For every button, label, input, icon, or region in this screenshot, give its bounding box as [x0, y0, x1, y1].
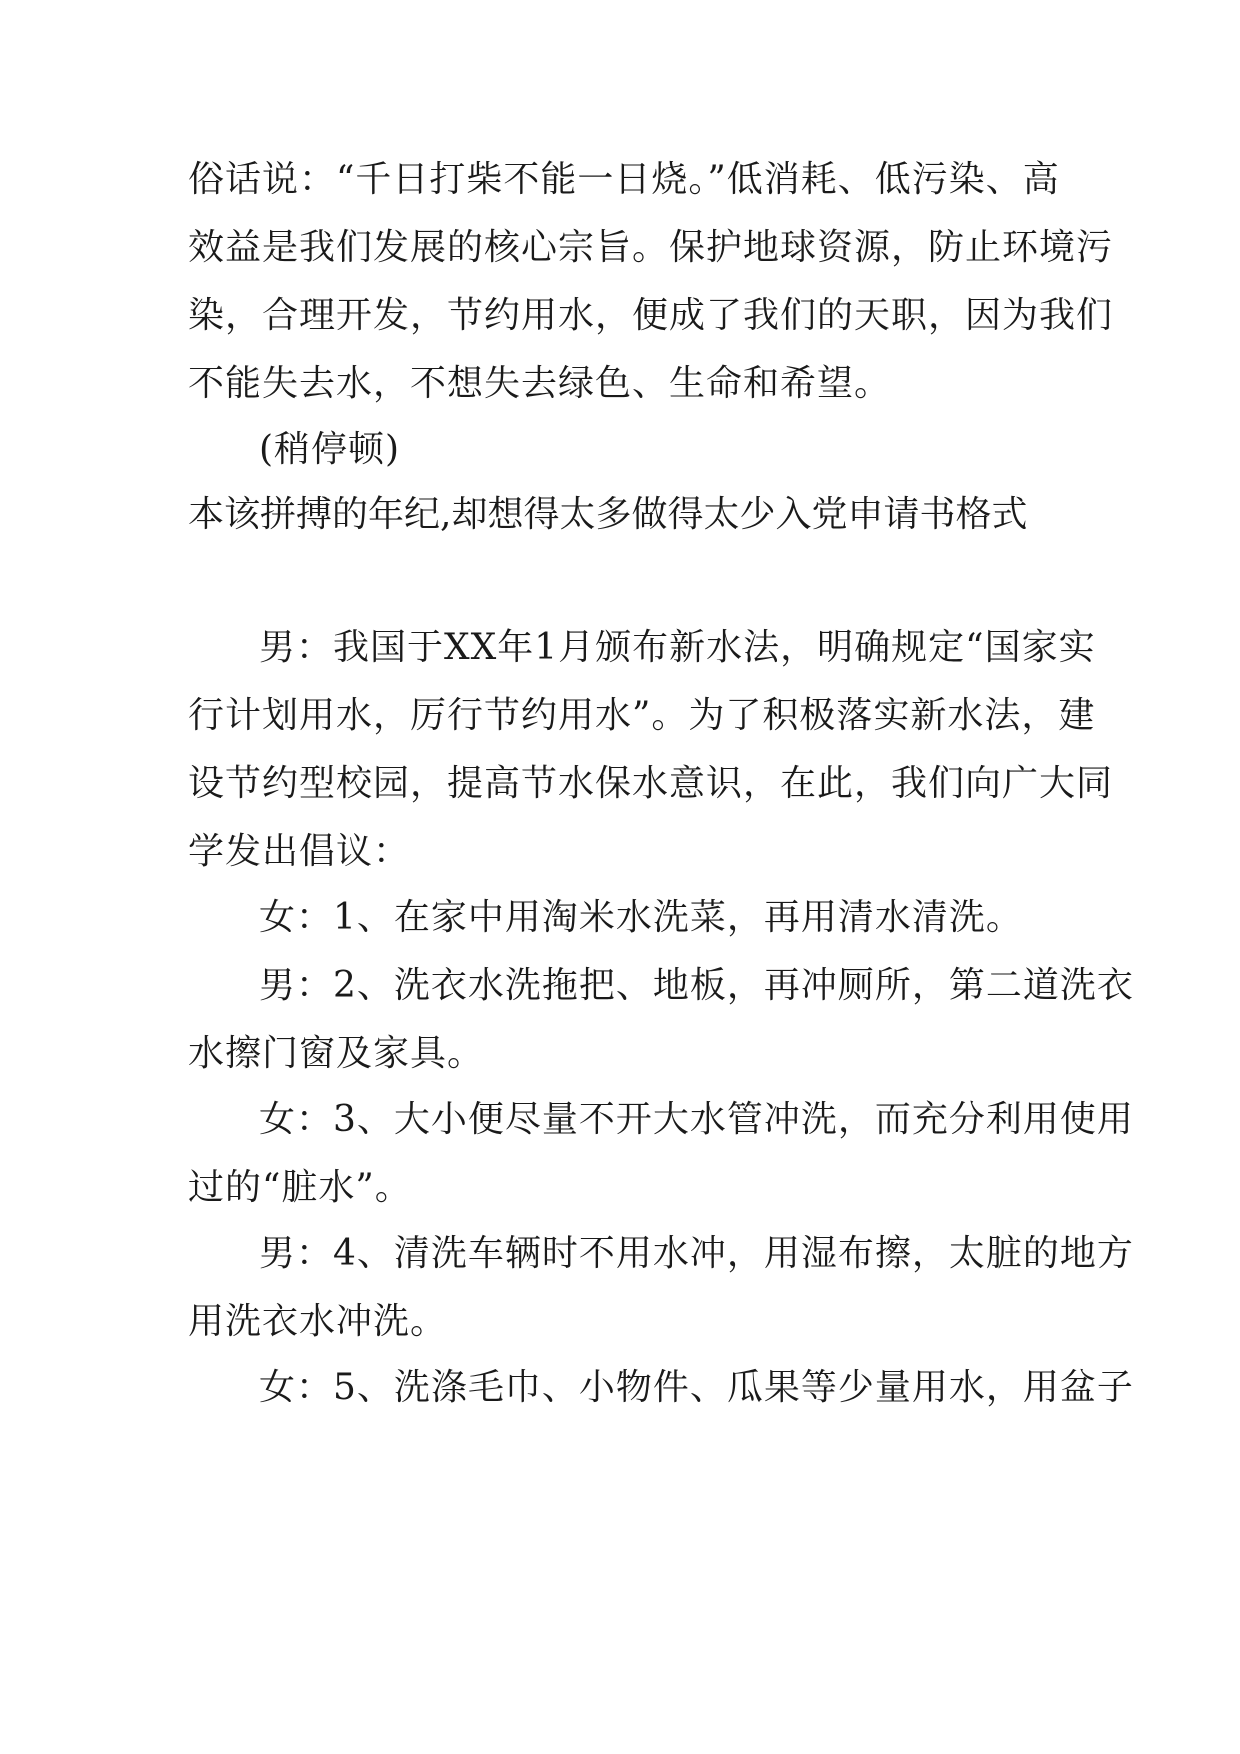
paragraph-line: 染，合理开发，节约用水，便成了我们的天职，因为我们	[188, 295, 1114, 336]
paragraph-line: 男：4、清洗车辆时不用水冲，用湿布擦，太脏的地方	[259, 1233, 1134, 1274]
paragraph-line: 俗话说：“千日打柴不能一日烧。”低消耗、低污染、高	[188, 159, 1060, 200]
paragraph-line: 水擦门窗及家具。	[188, 1033, 485, 1074]
paragraph-line: 用洗衣水冲洗。	[188, 1301, 448, 1342]
paragraph-line: 女：3、大小便尽量不开大水管冲洗，而充分利用使用	[259, 1099, 1134, 1140]
paragraph-line: 效益是我们发展的核心宗旨。保护地球资源，防止环境污	[188, 227, 1114, 268]
paragraph-line: 学发出倡议：	[188, 831, 411, 872]
paragraph-line: 女：1、在家中用淘米水洗菜，再用清水清洗。	[259, 897, 1023, 938]
paragraph-line: 设节约型校园，提高节水保水意识，在此，我们向广大同	[188, 763, 1114, 804]
paragraph-line: 女：5、洗涤毛巾、小物件、瓜果等少量用水，用盆子	[259, 1367, 1134, 1408]
stage-direction: (稍停顿)	[259, 429, 401, 470]
paragraph-line: 不能失去水，不想失去绿色、生命和希望。	[188, 363, 892, 404]
inserted-heading-line: 本该拼搏的年纪,却想得太多做得太少入党申请书格式	[188, 494, 1028, 535]
paragraph-line: 男：2、洗衣水洗拖把、地板，再冲厕所，第二道洗衣	[259, 965, 1134, 1006]
paragraph-line: 过的“脏水”。	[188, 1167, 412, 1208]
paragraph-line: 行计划用水，厉行节约用水”。为了积极落实新水法，建	[188, 695, 1096, 736]
paragraph-line: 男：我国于XX年1月颁布新水法，明确规定“国家实	[259, 627, 1096, 668]
